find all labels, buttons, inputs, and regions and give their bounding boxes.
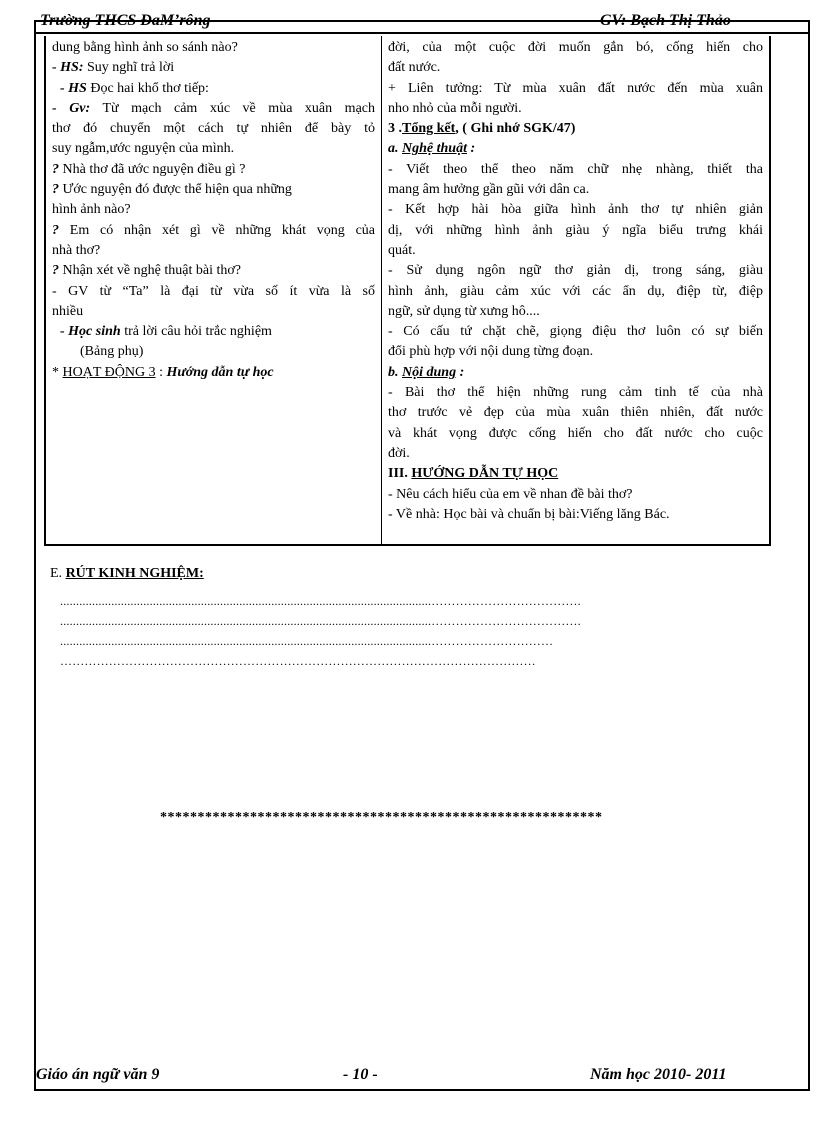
text-line: và khát vọng được cống hiến cho đất nước cho cuộc — [388, 425, 763, 441]
text-line: đời, của một cuộc đời muốn gắn bó, cống hiến cho — [388, 40, 763, 55]
sub-letter: b. — [388, 364, 402, 380]
text-line: hình ảnh, giàu cảm xúc với các ẩn dụ, điệp từ, điệp — [388, 283, 763, 299]
section-heading: Tổng kết — [402, 121, 456, 137]
header-teacher: GV: Bạch Thị Thảo — [600, 12, 731, 29]
text-line: Đọc hai khổ thơ tiếp: — [86, 80, 209, 96]
question-mark: ? — [52, 222, 59, 238]
text-line: Từ mạch cảm xúc về mùa xuân mạch — [90, 100, 375, 116]
activity-label: HOẠT ĐỘNG 3 — [62, 364, 156, 380]
question-mark: ? — [52, 161, 59, 177]
text-line: đất nước. — [388, 60, 441, 76]
text-line: - Viết theo thể theo năm chữ nhẹ nhàng, thiết tha — [388, 161, 763, 177]
question-mark: ? — [52, 182, 59, 198]
text-line: ngữ, sử dụng từ xưng hô.... — [388, 303, 540, 319]
text-line: đổi phù hợp với nội dung từng đoạn. — [388, 344, 594, 360]
colon: : — [155, 364, 167, 380]
text-line: - Nêu cách hiểu của em về nhan đề bài thơ? — [388, 486, 633, 502]
lesson-table — [44, 36, 771, 546]
text-line: nhiều — [52, 303, 84, 319]
text-line: đời. — [388, 445, 410, 461]
text-line: thơ trước vẻ đẹp của mùa xuân thiên nhiên, đất nước — [388, 405, 763, 421]
section-e-heading — [50, 566, 204, 582]
dotted-line: ……………………………………………………………………………………………………… — [60, 654, 536, 668]
role-tag: - Học sinh — [60, 324, 121, 340]
text-line: nhà thơ? — [52, 242, 101, 258]
section-number: 3 . — [388, 121, 402, 137]
question-mark: ? — [52, 263, 59, 279]
dotted-line: ....................................................................................................................………………………… — [60, 634, 554, 648]
footer-school-year: Năm học 2010- 2011 — [590, 1066, 727, 1083]
text-line: - Về nhà: Học bài và chuẩn bị bài:Viếng lăng Bác. — [388, 506, 670, 522]
text-line: Ước nguyện đó được thể hiện qua những — [59, 182, 292, 198]
text-line: + Liên tưởng: Từ mùa xuân đất nước đến mùa xuân — [388, 80, 763, 96]
teacher-activity-column — [46, 36, 382, 544]
content-column — [382, 36, 769, 544]
header-rule — [34, 32, 810, 34]
sub-letter: a. — [388, 141, 402, 157]
footer-subject: Giáo án ngữ văn 9 — [36, 1066, 160, 1083]
section-prefix: E. — [50, 566, 66, 581]
text-line: trả lời câu hỏi trắc nghiệm — [120, 324, 272, 340]
text-line: Nhận xét về nghệ thuật bài thơ? — [59, 263, 241, 279]
dotted-line: ....................................................................................................................………………………………. — [60, 594, 581, 608]
section-number: III. — [388, 466, 412, 482]
text-line: - Bài thơ thể hiện những rung cảm tinh tế của nhà — [388, 385, 763, 401]
separator-stars: *********************************************************** — [160, 810, 603, 825]
text-line: - Có cấu tứ chặt chẽ, giọng điệu thơ luôn có sự biến — [388, 324, 763, 340]
text-line: nho nhỏ của mỗi người. — [388, 100, 522, 116]
text-line: - Sử dụng ngôn ngữ thơ giản dị, trong sáng, giàu — [388, 263, 763, 279]
sub-heading: Nội dung — [402, 364, 457, 380]
section-heading: HƯỚNG DẪN TỰ HỌC — [411, 466, 559, 482]
text-line: thơ đó chuyển một cách tự nhiên để bày tỏ — [52, 121, 375, 137]
colon: : — [466, 141, 476, 157]
colon: : — [456, 364, 465, 380]
text-line: mang âm hưởng gần gũi với dân ca. — [388, 182, 590, 198]
text-line: (Bảng phụ) — [80, 344, 144, 360]
dotted-line: ....................................................................................................................………………………………. — [60, 614, 581, 628]
text-line: dị, với những hình ảnh giàu ý ngĩa biểu trưng khái — [388, 222, 763, 238]
text-line: Suy nghĩ trả lời — [83, 60, 175, 76]
bullet: * — [52, 364, 63, 380]
footer-page-number: - 10 - — [343, 1066, 378, 1083]
text-line: - GV từ “Ta” là đại từ vừa số ít vừa là số — [52, 283, 375, 299]
text-line: quát. — [388, 242, 416, 258]
text-line: - Kết hợp hài hòa giữa hình ảnh thơ tự nhiên giản — [388, 202, 763, 218]
text-line: hình ảnh nào? — [52, 202, 131, 218]
role-tag: - HS — [60, 80, 87, 96]
section-title: RÚT KINH NGHIỆM: — [65, 566, 204, 581]
activity-title: Hướng dẫn tự học — [166, 364, 274, 380]
text-line: Nhà thơ đã ước nguyện điều gì ? — [59, 161, 246, 177]
role-tag: - Gv: — [52, 100, 91, 116]
section-note: , ( Ghi nhớ SGK/47) — [455, 121, 576, 137]
text-line: suy ngẫm,ước nguyện của mình. — [52, 141, 235, 157]
header-school: Trường THCS ĐaM’rông — [40, 12, 211, 29]
role-tag: - HS: — [52, 60, 84, 76]
text-line: dung bằng hình ảnh so sánh nào? — [52, 40, 238, 55]
text-line: Em có nhận xét gì về những khát vọng của — [59, 222, 375, 238]
sub-heading: Nghệ thuật — [402, 141, 467, 157]
